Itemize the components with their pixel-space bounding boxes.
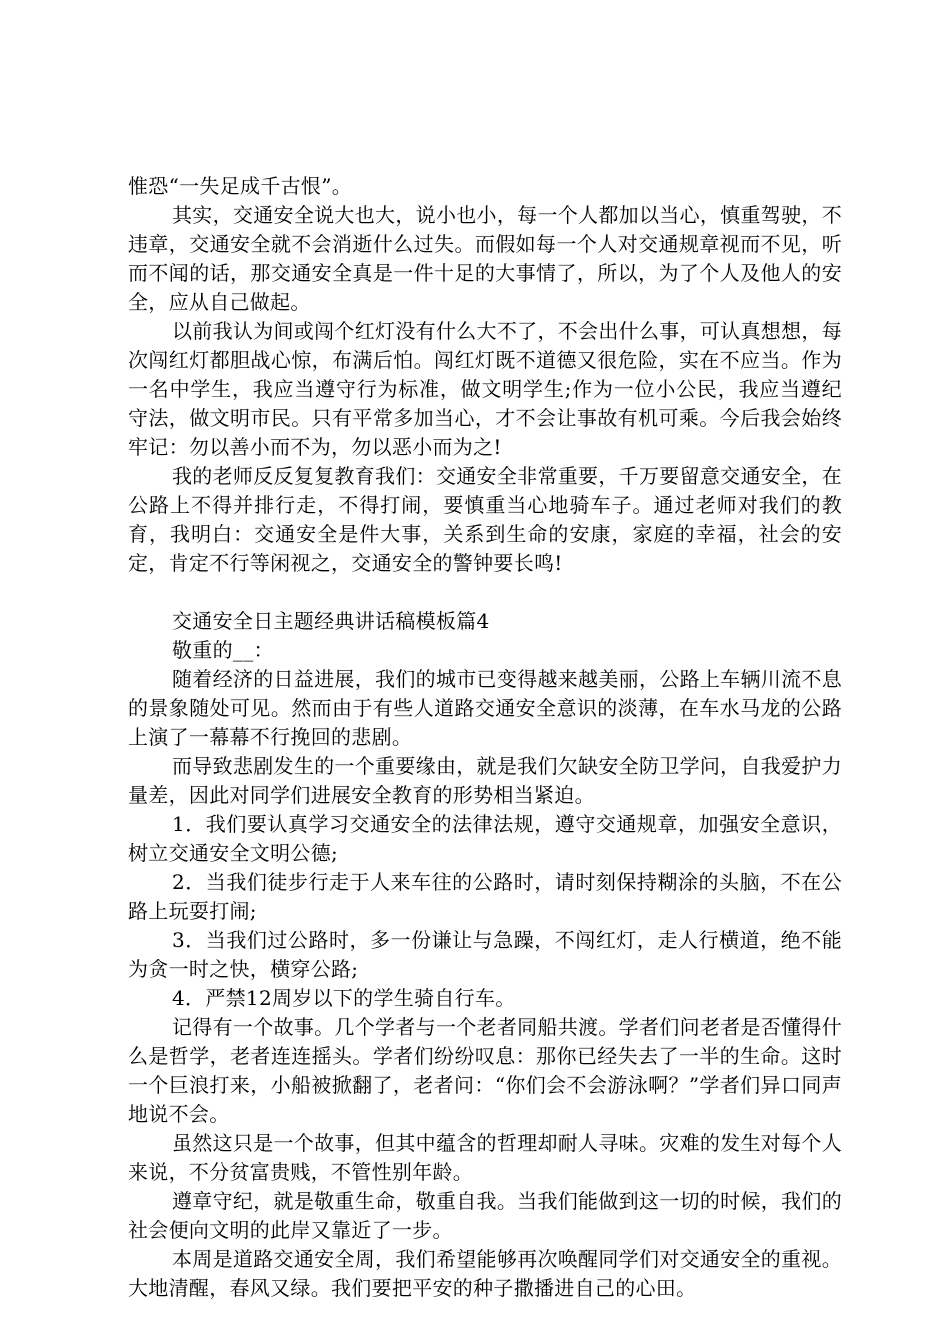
list-item: 3．当我们过公路时，多一份谦让与急躁，不闯红灯，走人行横道，绝不能为贪一时之快，横穿公路; — [128, 928, 842, 981]
document-page — [128, 172, 842, 1303]
paragraph: 以前我认为间或闯个红灯没有什么大不了，不会出什么事，可认真想想，每次闯红灯都胆战心惊，布满后怕。闯红灯既不道德又很危险，实在不应当。作为一名中学生，我应当遵守行为标准，做文明学生;作为一位小公民，我应当遵纪守法，做文明市民。只有平常多加当心，才不会让事故有机可乘。今后我会始终牢记：勿以善小而不为，勿以恶小而为之! — [128, 319, 842, 459]
list-item: 1．我们要认真学习交通安全的法律法规，遵守交通规章，加强安全意识，树立交通安全文明公德; — [128, 812, 842, 865]
paragraph: 随着经济的日益进展，我们的城市已变得越来越美丽，公路上车辆川流不息的景象随处可见。然而由于有些人道路交通安全意识的淡薄，在车水马龙的公路上演了一幕幕不行挽回的悲剧。 — [128, 667, 842, 749]
paragraph: 我的老师反反复复教育我们：交通安全非常重要，千万要留意交通安全，在公路上不得并排行走，不得打闹，要慎重当心地骑车子。通过老师对我们的教育，我明白：交通安全是件大事，关系到生命的安康，家庭的幸福，社会的安定，肯定不行等闲视之，交通安全的警钟要长鸣! — [128, 464, 842, 575]
greeting: 敬重的__： — [172, 638, 274, 662]
paragraph: 遵章守纪，就是敬重生命，敬重自我。当我们能做到这一切的时候，我们的社会便向文明的此岸又靠近了一步。 — [128, 1189, 842, 1242]
paragraph: 记得有一个故事。几个学者与一个老者同船共渡。学者们问老者是否懂得什么是哲学，老者连连摇头。学者们纷纷叹息：那你已经失去了一半的生命。这时一个巨浪打来，小船被掀翻了，老者问：“你们会不会游泳啊？”学者们异口同声地说不会。 — [128, 1015, 842, 1126]
list-item: 4．严禁12周岁以下的学生骑自行车。 — [172, 986, 516, 1010]
list-item: 2．当我们徒步行走于人来车往的公路时，请时刻保持糊涂的头脑，不在公路上玩耍打闹; — [128, 870, 842, 923]
paragraph-continuation: 惟恐“一失足成千古恨”。 — [128, 174, 353, 198]
section-title: 交通安全日主题经典讲话稿模板篇4 — [172, 609, 490, 633]
paragraph: 虽然这只是一个故事，但其中蕴含的哲理却耐人寻味。灾难的发生对每个人来说，不分贫富贵贱，不管性别年龄。 — [128, 1131, 842, 1184]
paragraph: 其实，交通安全说大也大，说小也小，每一个人都加以当心，慎重驾驶，不违章，交通安全就不会消逝什么过失。而假如每一个人对交通规章视而不见，听而不闻的话，那交通安全真是一件十足的大事情了，所以，为了个人及他人的安全，应从自己做起。 — [128, 203, 842, 314]
paragraph: 本周是道路交通安全周，我们希望能够再次唤醒同学们对交通安全的重视。大地清醒，春风又绿。我们要把平安的种子撒播进自己的心田。 — [128, 1247, 842, 1300]
paragraph: 而导致悲剧发生的一个重要缘由，就是我们欠缺安全防卫学问，自我爱护力量差，因此对同学们进展安全教育的形势相当紧迫。 — [128, 754, 842, 807]
section-spacer — [128, 578, 842, 607]
